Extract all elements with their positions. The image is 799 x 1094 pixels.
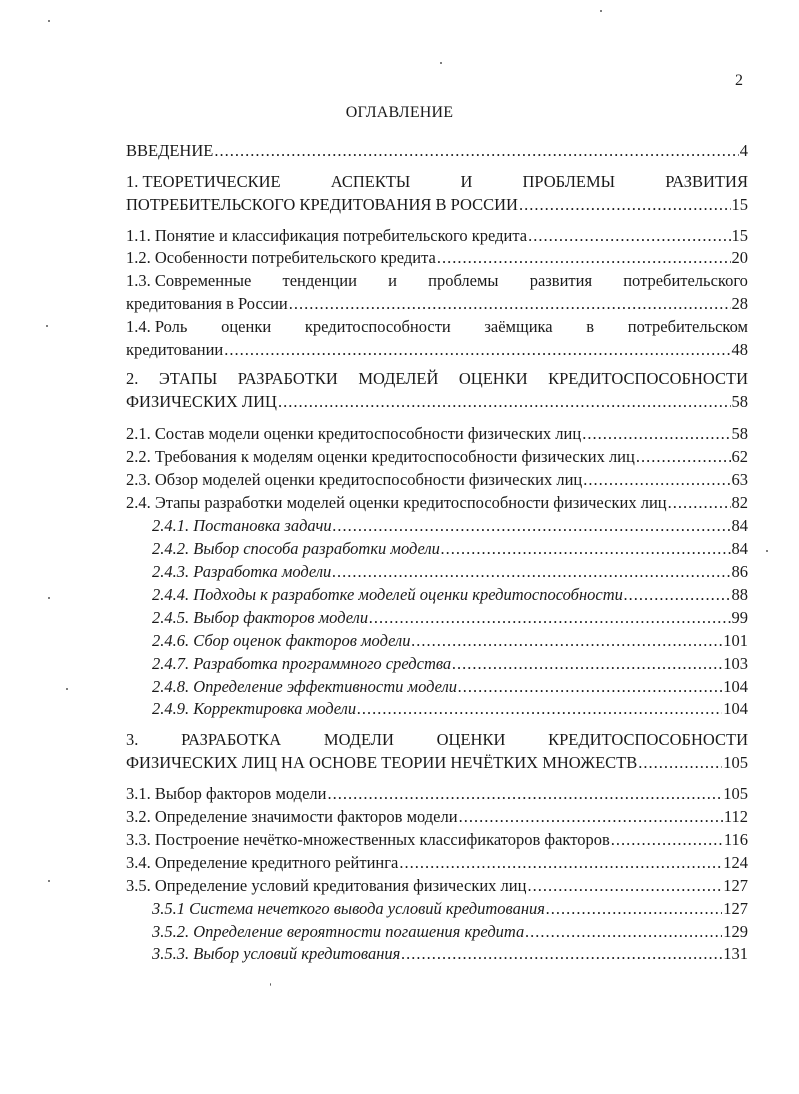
entry-page: 99 <box>731 608 748 627</box>
dot-leader <box>357 697 722 720</box>
entry-page: 105 <box>723 753 748 772</box>
entry-page: 105 <box>723 784 748 803</box>
entry-page: 48 <box>731 340 748 359</box>
toc-entry-3-1[interactable] <box>126 782 748 805</box>
scan-speck <box>66 688 68 690</box>
dot-leader <box>441 537 731 560</box>
entry-page: 103 <box>723 654 748 673</box>
toc-entry-3-5-2[interactable] <box>152 920 748 943</box>
entry-page: 58 <box>731 392 748 411</box>
toc-entry-2-4-6[interactable] <box>152 629 748 652</box>
dot-leader <box>437 246 731 269</box>
entry-page: 88 <box>731 585 748 604</box>
toc-entry-2-1[interactable] <box>126 422 748 445</box>
entry-page: 112 <box>723 807 748 826</box>
entry-title: 2.4.2. Выбор способа разработки модели <box>152 539 440 558</box>
entry-title: 2.4. Этапы разработки моделей оценки кредитоспособности физических лиц <box>126 493 667 512</box>
dot-leader <box>611 828 723 851</box>
dot-leader <box>668 491 731 514</box>
entry-page: 127 <box>723 899 748 918</box>
entry-title: 2.1. Состав модели оценки кредитоспособности физических лиц <box>126 424 582 443</box>
entry-title: 2.4.7. Разработка программного средства <box>152 654 452 673</box>
dot-leader <box>224 338 730 361</box>
entry-title: 2.4.9. Корректировка модели <box>152 699 357 718</box>
entry-page: 58 <box>731 424 748 443</box>
toc-entry-intro[interactable] <box>126 139 748 162</box>
toc-entry-2-4-1[interactable] <box>152 514 748 537</box>
toc-title: ОГЛАВЛЕНИЕ <box>345 104 454 121</box>
toc-entry-2-4-4[interactable] <box>152 583 748 606</box>
entry-page: 82 <box>731 493 748 512</box>
entry-title-line-1: 2. ЭТАПЫ РАЗРАБОТКИ МОДЕЛЕЙ ОЦЕНКИ КРЕДИТОСПОСОБНОСТИ <box>126 369 748 388</box>
entry-page: 116 <box>723 830 748 849</box>
entry-title-line-2: кредитовании <box>126 340 224 359</box>
entry-title: 3.4. Определение кредитного рейтинга <box>126 853 399 872</box>
entry-page: 104 <box>723 677 748 696</box>
dot-leader <box>636 445 731 468</box>
entry-page: 127 <box>723 876 748 895</box>
dot-leader <box>525 920 722 943</box>
entry-page: 104 <box>723 699 748 718</box>
toc-entry-chapter-2[interactable] <box>126 367 748 413</box>
dot-leader <box>289 292 731 315</box>
entry-title: ВВЕДЕНИЕ <box>126 141 214 160</box>
toc-entry-1-1[interactable] <box>126 224 748 247</box>
toc-entry-2-4-7[interactable] <box>152 652 748 675</box>
entry-title-line-2: ПОТРЕБИТЕЛЬСКОГО КРЕДИТОВАНИЯ В РОССИИ <box>126 195 518 214</box>
entry-page: 63 <box>731 470 748 489</box>
entry-title: 2.2. Требования к моделям оценки кредитоспособности физических лиц <box>126 447 635 466</box>
entry-page: 131 <box>723 944 748 963</box>
dot-leader <box>583 468 730 491</box>
toc-entry-2-3[interactable] <box>126 468 748 491</box>
entry-page: 84 <box>731 516 748 535</box>
scan-speck <box>48 880 50 882</box>
dot-leader <box>278 390 731 413</box>
entry-page: 62 <box>731 447 748 466</box>
dot-leader <box>452 652 722 675</box>
toc-entry-3-5-3[interactable] <box>152 942 748 965</box>
entry-title-line-1: 1.4. Роль оценки кредитоспособности заёмщика в потребительском <box>126 317 748 336</box>
dot-leader <box>333 514 731 537</box>
entry-title-line-2: ФИЗИЧЕСКИХ ЛИЦ НА ОСНОВЕ ТЕОРИИ НЕЧЁТКИХ МНОЖЕСТВ <box>126 753 638 772</box>
scan-speck <box>440 62 442 64</box>
entry-page: 15 <box>731 226 748 245</box>
entry-page: 4 <box>739 141 748 160</box>
entry-page: 28 <box>731 294 748 313</box>
dot-leader <box>327 782 722 805</box>
scan-speck <box>766 550 768 552</box>
dot-leader <box>369 606 730 629</box>
toc-entry-2-4-2[interactable] <box>152 537 748 560</box>
entry-title: 3.5.2. Определение вероятности погашения кредита <box>152 922 525 941</box>
entry-title-line-2: ФИЗИЧЕСКИХ ЛИЦ <box>126 392 277 411</box>
entry-title: 3.2. Определение значимости факторов модели <box>126 807 458 826</box>
toc-entry-2-4-3[interactable] <box>152 560 748 583</box>
entry-page: 129 <box>723 922 748 941</box>
entry-page: 20 <box>731 248 748 267</box>
entry-title: 3.5.3. Выбор условий кредитования <box>152 944 401 963</box>
dot-leader <box>528 224 730 247</box>
toc-entry-2-2[interactable] <box>126 445 748 468</box>
entry-title: 3.1. Выбор факторов модели <box>126 784 327 803</box>
entry-page: 15 <box>731 195 748 214</box>
entry-title-line-1: 3. РАЗРАБОТКА МОДЕЛИ ОЦЕНКИ КРЕДИТОСПОСОБНОСТИ <box>126 730 748 749</box>
dot-leader <box>332 560 730 583</box>
entry-title: 2.4.1. Постановка задачи <box>152 516 332 535</box>
entry-title-line-1: 1.3. Современные тенденции и проблемы развития потребительского <box>126 271 748 290</box>
entry-title: 3.5.1 Система нечеткого вывода условий кредитования <box>152 899 545 918</box>
dot-leader <box>399 851 722 874</box>
dot-leader <box>411 629 722 652</box>
toc-entry-3-4[interactable] <box>126 851 748 874</box>
entry-title: 2.4.8. Определение эффективности модели <box>152 677 458 696</box>
dot-leader <box>214 139 738 162</box>
entry-title: 1.2. Особенности потребительского кредита <box>126 248 436 267</box>
entry-title: 2.3. Обзор моделей оценки кредитоспособности физических лиц <box>126 470 583 489</box>
toc-entry-3-2[interactable] <box>126 805 748 828</box>
entry-title-line-1: 1. ТЕОРЕТИЧЕСКИЕ АСПЕКТЫ И ПРОБЛЕМЫ РАЗВИТИЯ <box>126 172 748 191</box>
toc-entry-2-4-5[interactable] <box>152 606 748 629</box>
entry-page: 84 <box>731 539 748 558</box>
toc-entry-chapter-3[interactable] <box>126 728 748 774</box>
scan-speck <box>48 597 50 599</box>
entry-page: 86 <box>731 562 748 581</box>
entry-title: 2.4.6. Сбор оценок факторов модели <box>152 631 411 650</box>
dot-leader <box>638 751 722 774</box>
toc-entry-chapter-1[interactable] <box>126 170 748 216</box>
scan-speck <box>48 20 50 22</box>
toc-entry-3-3[interactable] <box>126 828 748 851</box>
toc-entry-1-2[interactable] <box>126 246 748 269</box>
toc-entry-2-4[interactable] <box>126 491 748 514</box>
toc-entry-2-4-9[interactable] <box>152 697 748 720</box>
entry-title: 2.4.4. Подходы к разработке моделей оценки кредитоспособности <box>152 585 623 604</box>
dot-leader <box>546 897 722 920</box>
toc-entry-2-4-8[interactable] <box>152 675 748 698</box>
dot-leader <box>458 675 722 698</box>
toc-entry-1-3[interactable] <box>126 269 748 315</box>
dot-leader <box>459 805 723 828</box>
toc-entry-1-4[interactable] <box>126 315 748 361</box>
scan-speck <box>600 10 602 12</box>
dot-leader <box>527 874 722 897</box>
entry-title: 2.4.5. Выбор факторов модели <box>152 608 369 627</box>
entry-title: 2.4.3. Разработка модели <box>152 562 332 581</box>
scan-speck <box>270 983 271 986</box>
entry-title: 3.3. Построение нечётко-множественных классификаторов факторов <box>126 830 610 849</box>
entry-title-line-2: кредитования в России <box>126 294 288 313</box>
entry-title: 3.5. Определение условий кредитования физических лиц <box>126 876 527 895</box>
dot-leader <box>624 583 731 606</box>
toc-entry-3-5-1[interactable] <box>152 897 748 920</box>
dot-leader <box>582 422 730 445</box>
entry-page: 124 <box>723 853 748 872</box>
scan-speck <box>46 325 48 327</box>
page-number: 2 <box>735 72 743 89</box>
entry-title: 1.1. Понятие и классификация потребительского кредита <box>126 226 528 245</box>
toc-entry-3-5[interactable] <box>126 874 748 897</box>
dot-leader <box>519 193 731 216</box>
dot-leader <box>401 942 722 965</box>
entry-page: 101 <box>723 631 748 650</box>
